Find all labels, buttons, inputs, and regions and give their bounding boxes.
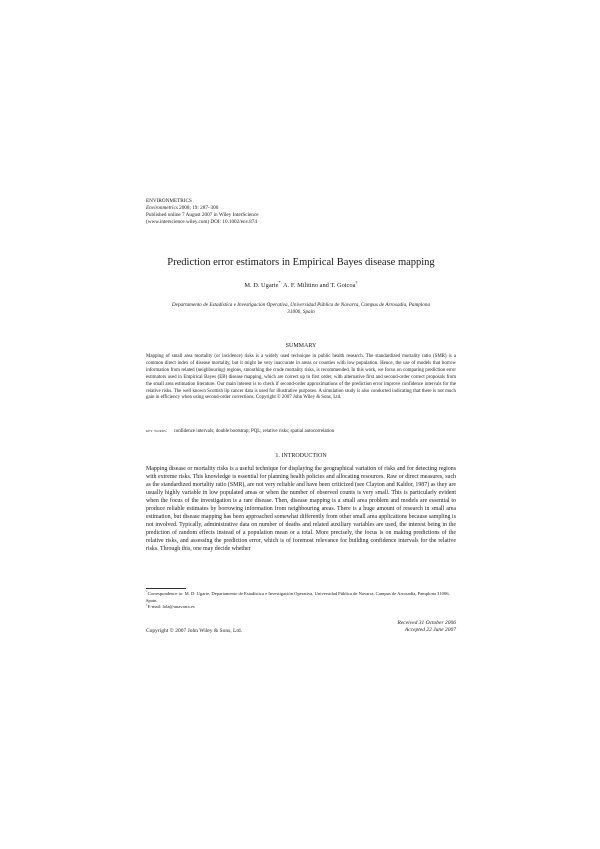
footnote-2-mark: † [146,602,148,607]
affiliation-line-1: Departamento de Estadística e Investigación Operativa, Universidad Pública de Navarra, Campus de Arrosadía, Pamplona [171,302,431,308]
footnote-1-text: Correspondence to: M. D. Ugarte, Departamento de Estadística e Investigación Operativa, Universidad Pública de Navarra, Campus de Arrosadía, Pamplona 31006, Spain. [146,591,450,603]
author-rest: A. F. Militino and T. Goicoa [281,282,356,289]
received-line: Received 31 October 2006 [397,620,456,626]
author-mark-1: *, [278,279,282,285]
affiliation [150,302,452,316]
author-first: M. D. Ugarte [244,282,279,289]
published-line: Published online 7 August 2007 in Wiley InterScience [146,212,259,218]
journal-header [146,198,446,226]
footnote-1-mark: * [146,589,148,594]
affiliation-line-2: 31006, Spain [287,309,315,315]
accepted-line: Accepted 22 June 2007 [404,627,456,633]
doi-line: (www.interscience.wiley.com) DOI: 10.1002/env.874 [146,219,257,225]
footnote-rule [146,588,186,589]
paper-title: Prediction error estimators in Empirical Bayes disease mapping [167,257,435,268]
footnote-2-text: E-mail: lola@unavarra.es [147,604,195,609]
keywords-label: key words: [146,429,168,434]
copyright-line: Copyright © 2007 John Wiley & Sons, Ltd. [146,628,242,634]
author-mark-2: † [355,279,358,285]
keywords [146,428,456,435]
citation-line [146,205,446,212]
introduction-text: Mapping disease or mortality risks is a useful technique for displaying the geographical variation of risks and for detecting regions with extreme risks. This knowledge is essential for planning health policies and allocating resources. Raw or direct measures, such as the standardized mortality ratio (SMR), are not very reliable and have been criticized (see Clayton and Kaldor, 1987) as they are usually highly variable in low populated areas or when the number of observed counts is very small. This is particularly evident when the focus of the investigation is a rare disease. Then, disease mapping is a small area problem and models are essential to produce reliable estimates by borrowing information from neighbouring areas. There is a huge amount of research in small area estimation, but disease mapping has been approached somewhat differently from other small area applications because sampling is not involved. Typically, administrative data on number of deaths and related auxiliary variables are used, the interest being in the prediction of random effects instead of a population mean or a total. More precisely, the focus is on making predictions of the relative risks, and assessing the prediction error, which is of foremost relevance for building confidence intervals for the relative risks. Through this, one may decide whether [146,466,456,552]
keywords-text: confidence intervals; double bootstrap; PQL; relative risks; spatial autocorrelation [173,429,335,434]
journal-name: ENVIRONMETRICS [146,198,192,204]
footnote-2 [146,604,456,611]
introduction-heading: 1. INTRODUCTION [275,453,327,459]
summary-text: Mapping of small area mortality (or incidence) risks is a widely used technique in public health research. The standardized mortality ratio (SMR) is a common direct index of disease mortality, but it might be very inaccurate in areas or counties with low population. Hence, the use of models that borrow information from related (neighbouring) regions, smoothing the crude mortality risks, is recommended. In this work, we focus on comparing prediction error estimators used in Empirical Bayes (EB) disease mapping, which are correct up to first order, with alternative first and second-order correct proposals from the small area estimation literature. Our main interest is to check if second-order approximations of the prediction error improve confidence intervals for the relative risks. The well known Scottish lip cancer data is used for illustrative purposes. A simulation study is also conducted indicating that there is not much gain in efficiency when using second-order corrections. Copyright © 2007 John Wiley & Sons, Ltd. [146,354,456,401]
authors [146,281,456,290]
footnotes [146,591,456,611]
summary-heading: SUMMARY [285,343,317,349]
citation-journal: Environmetrics [146,205,178,211]
citation-rest: 2008; 19: 287–300 [179,205,219,211]
